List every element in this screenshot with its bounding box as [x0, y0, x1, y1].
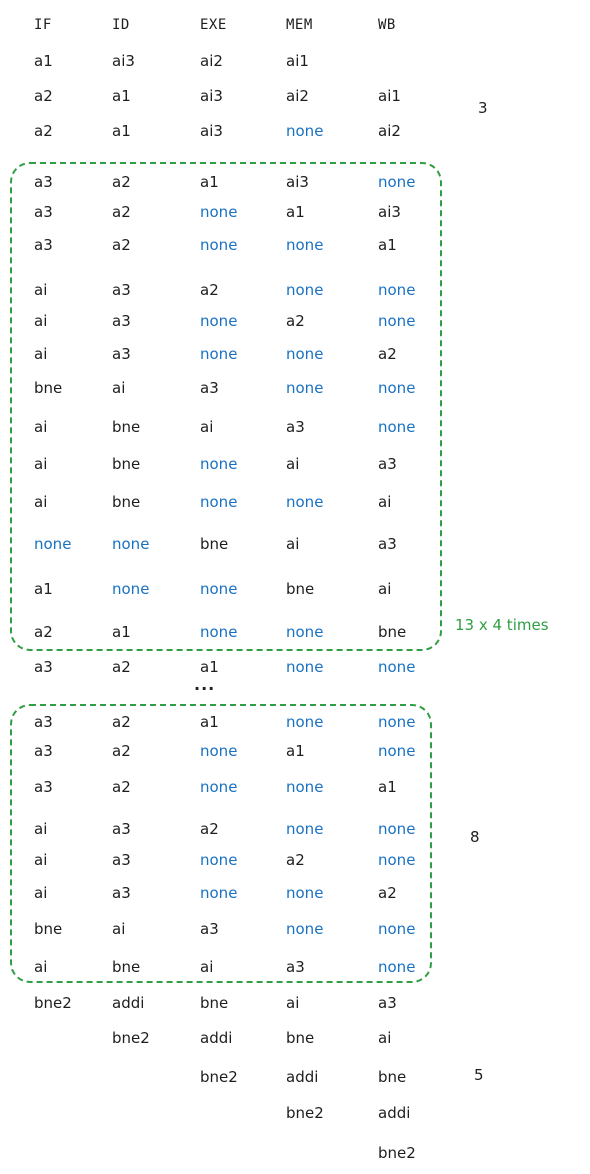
cell-mem: ai1 [286, 52, 309, 70]
cell-exe: none [200, 742, 238, 760]
cell-if: ai [34, 345, 48, 363]
cell-id: a2 [112, 236, 131, 254]
cell-mem: none [286, 778, 324, 796]
cell-exe: a2 [200, 820, 219, 838]
cell-if: ai [34, 958, 48, 976]
cell-mem: ai [286, 994, 300, 1012]
cell-id: a1 [112, 122, 131, 140]
cell-id: bne [112, 418, 141, 436]
cell-id: a3 [112, 884, 131, 902]
header-exe: EXE [200, 17, 227, 33]
cell-mem: none [286, 884, 324, 902]
cell-exe: ai2 [200, 52, 223, 70]
cell-id: a3 [112, 820, 131, 838]
cell-wb: none [378, 920, 416, 938]
cell-mem: ai [286, 455, 300, 473]
cell-id: bne [112, 493, 141, 511]
cell-wb: ai2 [378, 122, 401, 140]
cell-mem: none [286, 713, 324, 731]
cell-mem: bne [286, 580, 315, 598]
annotation-drain-group: 5 [474, 1066, 484, 1084]
cell-wb: a2 [378, 884, 397, 902]
cell-exe: bne [200, 535, 229, 553]
annotation-loop-label: 13 x 4 times [455, 616, 549, 634]
cell-exe: none [200, 455, 238, 473]
cell-exe: none [200, 236, 238, 254]
cell-wb: none [378, 851, 416, 869]
cell-if: ai [34, 281, 48, 299]
cell-mem: none [286, 236, 324, 254]
cell-mem: none [286, 658, 324, 676]
cell-wb: ai3 [378, 203, 401, 221]
cell-mem: a3 [286, 958, 305, 976]
cell-exe: none [200, 884, 238, 902]
cell-if: ai [34, 820, 48, 838]
cell-if: a3 [34, 658, 53, 676]
cell-exe: none [200, 778, 238, 796]
cell-exe: a2 [200, 281, 219, 299]
cell-if: ai [34, 884, 48, 902]
cell-wb: none [378, 820, 416, 838]
cell-mem: none [286, 493, 324, 511]
cell-id: a2 [112, 203, 131, 221]
cell-mem: ai [286, 535, 300, 553]
cell-if: a3 [34, 236, 53, 254]
cell-exe: ai3 [200, 122, 223, 140]
cell-mem: bne [286, 1029, 315, 1047]
cell-id: a3 [112, 312, 131, 330]
cell-mem: a1 [286, 742, 305, 760]
cell-id: a3 [112, 851, 131, 869]
cell-id: addi [112, 994, 145, 1012]
cell-exe: ai [200, 418, 214, 436]
cell-if: ai [34, 312, 48, 330]
cell-mem: bne2 [286, 1104, 324, 1122]
ellipsis: ... [194, 675, 216, 694]
cell-exe: a3 [200, 920, 219, 938]
cell-mem: none [286, 122, 324, 140]
cell-id: a1 [112, 623, 131, 641]
cell-if: bne2 [34, 994, 72, 1012]
cell-if: a3 [34, 742, 53, 760]
cell-exe: none [200, 345, 238, 363]
cell-if: ai [34, 455, 48, 473]
cell-id: bne2 [112, 1029, 150, 1047]
cell-wb: bne [378, 623, 407, 641]
cell-wb: a3 [378, 455, 397, 473]
cell-if: ai [34, 493, 48, 511]
header-id: ID [112, 17, 130, 33]
cell-mem: ai3 [286, 173, 309, 191]
cell-id: none [112, 580, 150, 598]
cell-exe: bne2 [200, 1068, 238, 1086]
cell-if: a1 [34, 580, 53, 598]
cell-mem: none [286, 920, 324, 938]
cell-if: ai [34, 418, 48, 436]
cell-exe: a3 [200, 379, 219, 397]
cell-id: a2 [112, 778, 131, 796]
cell-exe: a1 [200, 713, 219, 731]
cell-if: a3 [34, 713, 53, 731]
cell-exe: bne [200, 994, 229, 1012]
cell-if: a3 [34, 203, 53, 221]
cell-mem: addi [286, 1068, 319, 1086]
cell-mem: none [286, 623, 324, 641]
cell-exe: a1 [200, 658, 219, 676]
cell-exe: a1 [200, 173, 219, 191]
annotation-first-group: 3 [478, 99, 488, 117]
cell-if: a3 [34, 778, 53, 796]
cell-mem: a1 [286, 203, 305, 221]
cell-mem: none [286, 379, 324, 397]
cell-id: a2 [112, 713, 131, 731]
cell-exe: ai3 [200, 87, 223, 105]
cell-mem: ai2 [286, 87, 309, 105]
cell-if: a1 [34, 52, 53, 70]
loop-iteration-box [10, 162, 442, 651]
cell-wb: none [378, 173, 416, 191]
cell-wb: a1 [378, 236, 397, 254]
cell-wb: none [378, 958, 416, 976]
cell-wb: ai [378, 1029, 392, 1047]
cell-wb: a3 [378, 994, 397, 1012]
cell-wb: none [378, 742, 416, 760]
cell-exe: ai [200, 958, 214, 976]
cell-exe: none [200, 580, 238, 598]
header-wb: WB [378, 17, 396, 33]
cell-wb: bne [378, 1068, 407, 1086]
cell-wb: ai1 [378, 87, 401, 105]
cell-wb: a1 [378, 778, 397, 796]
cell-wb: addi [378, 1104, 411, 1122]
cell-wb: ai [378, 493, 392, 511]
cell-if: a2 [34, 623, 53, 641]
cell-mem: a3 [286, 418, 305, 436]
annotation-second-group: 8 [470, 828, 480, 846]
cell-exe: addi [200, 1029, 233, 1047]
cell-mem: a2 [286, 312, 305, 330]
cell-id: none [112, 535, 150, 553]
cell-wb: none [378, 281, 416, 299]
cell-id: a1 [112, 87, 131, 105]
cell-wb: a3 [378, 535, 397, 553]
cell-id: a3 [112, 345, 131, 363]
cell-id: a2 [112, 658, 131, 676]
cell-wb: none [378, 658, 416, 676]
header-mem: MEM [286, 17, 313, 33]
cell-if: none [34, 535, 72, 553]
cell-if: bne [34, 379, 63, 397]
cell-exe: none [200, 312, 238, 330]
cell-mem: none [286, 281, 324, 299]
cell-id: a2 [112, 742, 131, 760]
cell-exe: none [200, 623, 238, 641]
cell-id: bne [112, 958, 141, 976]
cell-wb: ai [378, 580, 392, 598]
cell-id: ai3 [112, 52, 135, 70]
cell-id: bne [112, 455, 141, 473]
cell-id: ai [112, 920, 126, 938]
header-if: IF [34, 17, 52, 33]
cell-mem: none [286, 820, 324, 838]
cell-exe: none [200, 851, 238, 869]
cell-exe: none [200, 493, 238, 511]
cell-wb: none [378, 379, 416, 397]
cell-if: a2 [34, 122, 53, 140]
cell-wb: none [378, 418, 416, 436]
final-iteration-box [10, 704, 432, 983]
cell-mem: none [286, 345, 324, 363]
cell-exe: none [200, 203, 238, 221]
cell-if: bne [34, 920, 63, 938]
cell-mem: a2 [286, 851, 305, 869]
cell-wb: none [378, 713, 416, 731]
cell-if: a2 [34, 87, 53, 105]
cell-id: a3 [112, 281, 131, 299]
cell-if: ai [34, 851, 48, 869]
cell-wb: bne2 [378, 1144, 416, 1162]
cell-id: ai [112, 379, 126, 397]
cell-if: a3 [34, 173, 53, 191]
cell-wb: a2 [378, 345, 397, 363]
cell-id: a2 [112, 173, 131, 191]
cell-wb: none [378, 312, 416, 330]
